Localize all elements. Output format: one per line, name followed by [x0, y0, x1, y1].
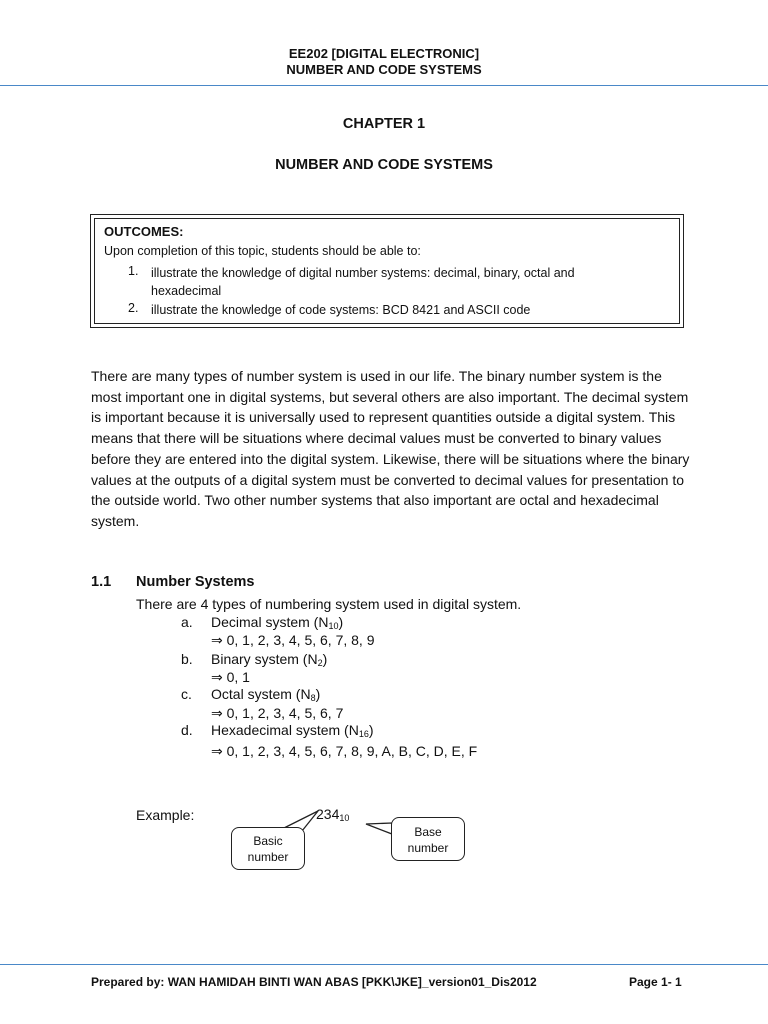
section-number: 1.1 — [91, 574, 112, 590]
example-label: Example: — [136, 807, 195, 823]
system-name-decimal: Decimal system $(N_{10})$ — [211, 614, 344, 631]
header-course-title: EE202 [DIGITAL ELECTRONIC] — [288, 46, 480, 61]
system-digits-hexadecimal: ⇒ 0, 1, 2, 3, 4, 5, 6, 7, 8, 9, A, B, C, D, E, F — [211, 743, 478, 759]
outcomes-intro: Upon completion of this topic, students should be able to: — [104, 244, 421, 258]
base-number-callout — [391, 817, 465, 861]
outcome-item-text: illustrate the knowledge of code systems: BCD 8421 and ASCII code — [151, 303, 531, 317]
section-title: Number Systems — [136, 574, 255, 590]
system-letter: d. — [181, 722, 193, 738]
system-digits-binary: ⇒ 0, 1 — [211, 669, 250, 685]
base-number-pointer — [366, 823, 392, 834]
example-number: $234_{10}$ — [316, 806, 350, 823]
intro-paragraph: There are many types of number system is used in our life. The binary number system is the most important one in digital systems, but several others are also important. The decimal system is important because it is universally used to represent quantities outside a digital system. This means that there will be situations where decimal values must be converted to binary values before they are entered into the digital system. Likewise, there will be situations where the binary values at the outputs of a digital system must be converted to decimal values for presentation to the outside world. Two other number systems that also important are octal and hexadecimal system. — [91, 368, 690, 529]
outcome-item-text: illustrate the knowledge of digital number systems: decimal, binary, octal and hexadecimal — [151, 266, 575, 298]
outcomes-title: OUTCOMES: — [104, 224, 184, 239]
chapter-title: NUMBER AND CODE SYSTEMS — [275, 157, 493, 173]
system-letter: c. — [181, 686, 192, 702]
outcome-item-number: 2. — [128, 301, 139, 315]
callout-text: number — [407, 841, 449, 855]
header-topic-title: NUMBER AND CODE SYSTEMS — [286, 62, 482, 77]
footer-prepared-by: Prepared by: WAN HAMIDAH BINTI WAN ABAS [PKK\JKE]_version01_Dis2012 — [91, 975, 537, 989]
footer-divider — [0, 964, 768, 965]
system-name-binary: Binary system $(N_2)$ — [211, 651, 328, 668]
system-letter: a. — [181, 614, 193, 630]
callout-text: Basic — [253, 834, 283, 848]
system-letter: b. — [181, 651, 193, 667]
section-lead: There are 4 types of numbering system used in digital system. — [136, 596, 522, 612]
basic-number-callout — [231, 827, 305, 870]
footer-page-number: Page 1- 1 — [629, 975, 682, 989]
system-digits-octal: ⇒ 0, 1, 2, 3, 4, 5, 6, 7 — [211, 705, 344, 721]
callout-text: number — [247, 850, 289, 864]
system-digits-decimal: ⇒ 0, 1, 2, 3, 4, 5, 6, 7, 8, 9 — [211, 632, 375, 648]
callout-text: Base — [414, 825, 442, 839]
system-name-hexadecimal: Hexadecimal system $(N_{16})$ — [211, 722, 374, 739]
system-name-octal: Octal system $(N_8)$ — [211, 686, 321, 703]
chapter-label: CHAPTER 1 — [342, 116, 426, 132]
outcome-item-number: 1. — [128, 264, 139, 278]
